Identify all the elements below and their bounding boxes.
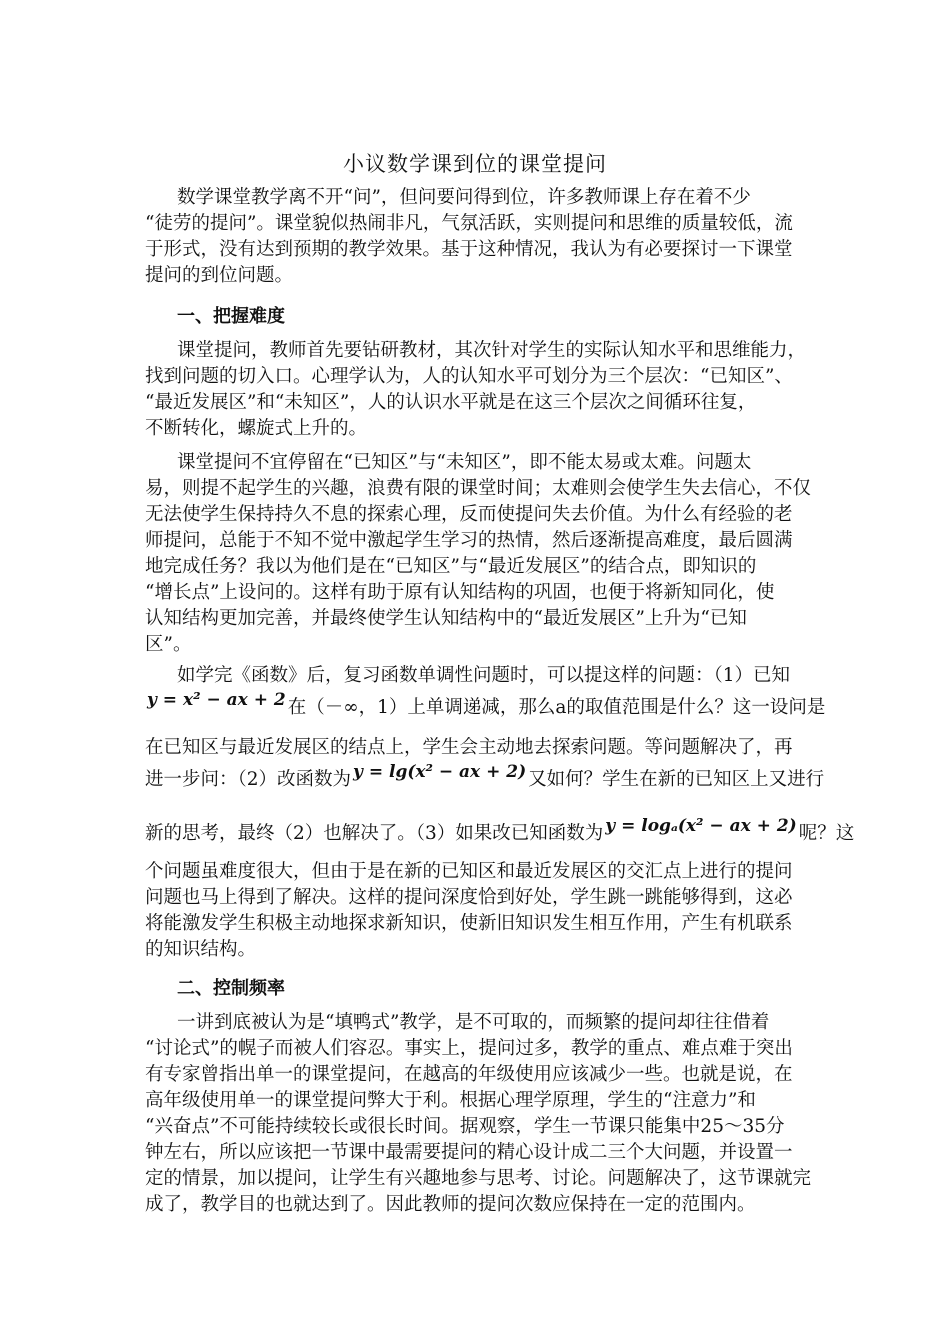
text-line: 易，则提不起学生的兴趣，浪费有限的课堂时间；太难则会使学生失去信心，不仅	[145, 478, 812, 499]
text-line: “增长点”上设问的。这样有助于原有认知结构的巩固，也便于将新知同化，使	[145, 582, 775, 603]
text-segment: 新的思考，最终（2）也解决了。（3）如果改已知函数为	[145, 823, 604, 844]
text-line-with-formula	[145, 690, 826, 720]
text-line: 无法使学生保持持久不息的探索心理，反而使提问失去价值。为什么有经验的老	[145, 504, 793, 525]
text-segment: 呢？这	[798, 823, 855, 844]
formula-lg: y = lg(x² − ax + 2)	[353, 762, 527, 782]
text-line: 不断转化，螺旋式上升的。	[145, 418, 368, 439]
text-line: 课堂提问，教师首先要钻研教材，其次针对学生的实际认知水平和思维能力，	[177, 340, 807, 361]
text-line-with-formula	[145, 816, 855, 846]
text-segment: 又如何？学生在新的已知区上又进行	[528, 769, 825, 790]
document-title: 小议数学课到位的课堂提问	[343, 152, 607, 176]
text-line: 的知识结构。	[145, 939, 257, 960]
text-segment: 在（－∞，1）上单调递减，那么a的取值范围是什么？这一设问是	[287, 697, 826, 718]
section-heading: 二、控制频率	[177, 978, 285, 999]
section-heading: 一、把握难度	[177, 306, 285, 327]
text-line: 有专家曾指出单一的课堂提问，在越高的年级使用应该减少一些。也就是说，在	[145, 1064, 793, 1085]
text-line: 师提问，总能于不知不觉中激起学生学习的热情，然后逐渐提高难度，最后圆满	[145, 530, 793, 551]
text-line: 问题也马上得到了解决。这样的提问深度恰到好处，学生跳一跳能够得到，这必	[145, 887, 793, 908]
formula-quadratic: y = x² − ax + 2	[147, 690, 286, 710]
text-line: 如学完《函数》后，复习函数单调性问题时，可以提这样的问题：（1）已知	[177, 665, 791, 686]
text-segment: 进一步问：（2）改函数为	[145, 769, 352, 790]
text-line: “兴奋点”不可能持续较长或很长时间。据观察，学生一节课只能集中25～35分	[145, 1116, 785, 1137]
text-line: 定的情景，加以提问，让学生有兴趣地参与思考、讨论。问题解决了，这节课就完	[145, 1168, 812, 1189]
text-line: 将能激发学生积极主动地探求新知识，使新旧知识发生相互作用，产生有机联系	[145, 913, 793, 934]
text-line-with-formula	[145, 762, 825, 792]
text-line: 于形式，没有达到预期的教学效果。基于这种情况，我认为有必要探讨一下课堂	[145, 239, 793, 260]
text-line: “徒劳的提问”。课堂貌似热闹非凡，气氛活跃，实则提问和思维的质量较低，流	[145, 213, 793, 234]
text-line: 一讲到底被认为是“填鸭式”教学，是不可取的，而频繁的提问却往往借着	[177, 1012, 770, 1033]
text-line: 成了，教学目的也就达到了。因此教师的提问次数应保持在一定的范围内。	[145, 1194, 756, 1215]
text-line: 钟左右，所以应该把一节课中最需要提问的精心设计成二三个大问题，并设置一	[145, 1142, 793, 1163]
text-line: 个问题虽难度很大，但由于是在新的已知区和最近发展区的交汇点上进行的提问	[145, 861, 793, 882]
text-line: 地完成任务？我以为他们是在“已知区”与“最近发展区”的结合点，即知识的	[145, 556, 757, 577]
text-line: 课堂提问不宜停留在“已知区”与“未知区”，即不能太易或太难。问题太	[177, 452, 752, 473]
text-line: 提问的到位问题。	[145, 265, 294, 286]
text-line: “最近发展区”和“未知区”，人的认识水平就是在这三个层次之间循环往复，	[145, 392, 757, 413]
text-line: 高年级使用单一的课堂提问弊大于利。根据心理学原理，学生的“注意力”和	[145, 1090, 756, 1111]
text-line: 找到问题的切入口。心理学认为，人的认知水平可划分为三个层次：“已知区”、	[145, 366, 793, 387]
formula-log: y = logₐ(x² − ax + 2)	[605, 816, 797, 836]
text-line: 认知结构更加完善，并最终使学生认知结构中的“最近发展区”上升为“已知	[145, 608, 747, 629]
text-line: 数学课堂教学离不开“问”，但问要问得到位，许多教师课上存在着不少	[177, 187, 751, 208]
text-line: 区”。	[145, 634, 192, 655]
text-line: 在已知区与最近发展区的结点上，学生会主动地去探索问题。等问题解决了，再	[145, 737, 793, 758]
text-line: “讨论式”的幌子而被人们容忍。事实上，提问过多，教学的重点、难点难于突出	[145, 1038, 793, 1059]
